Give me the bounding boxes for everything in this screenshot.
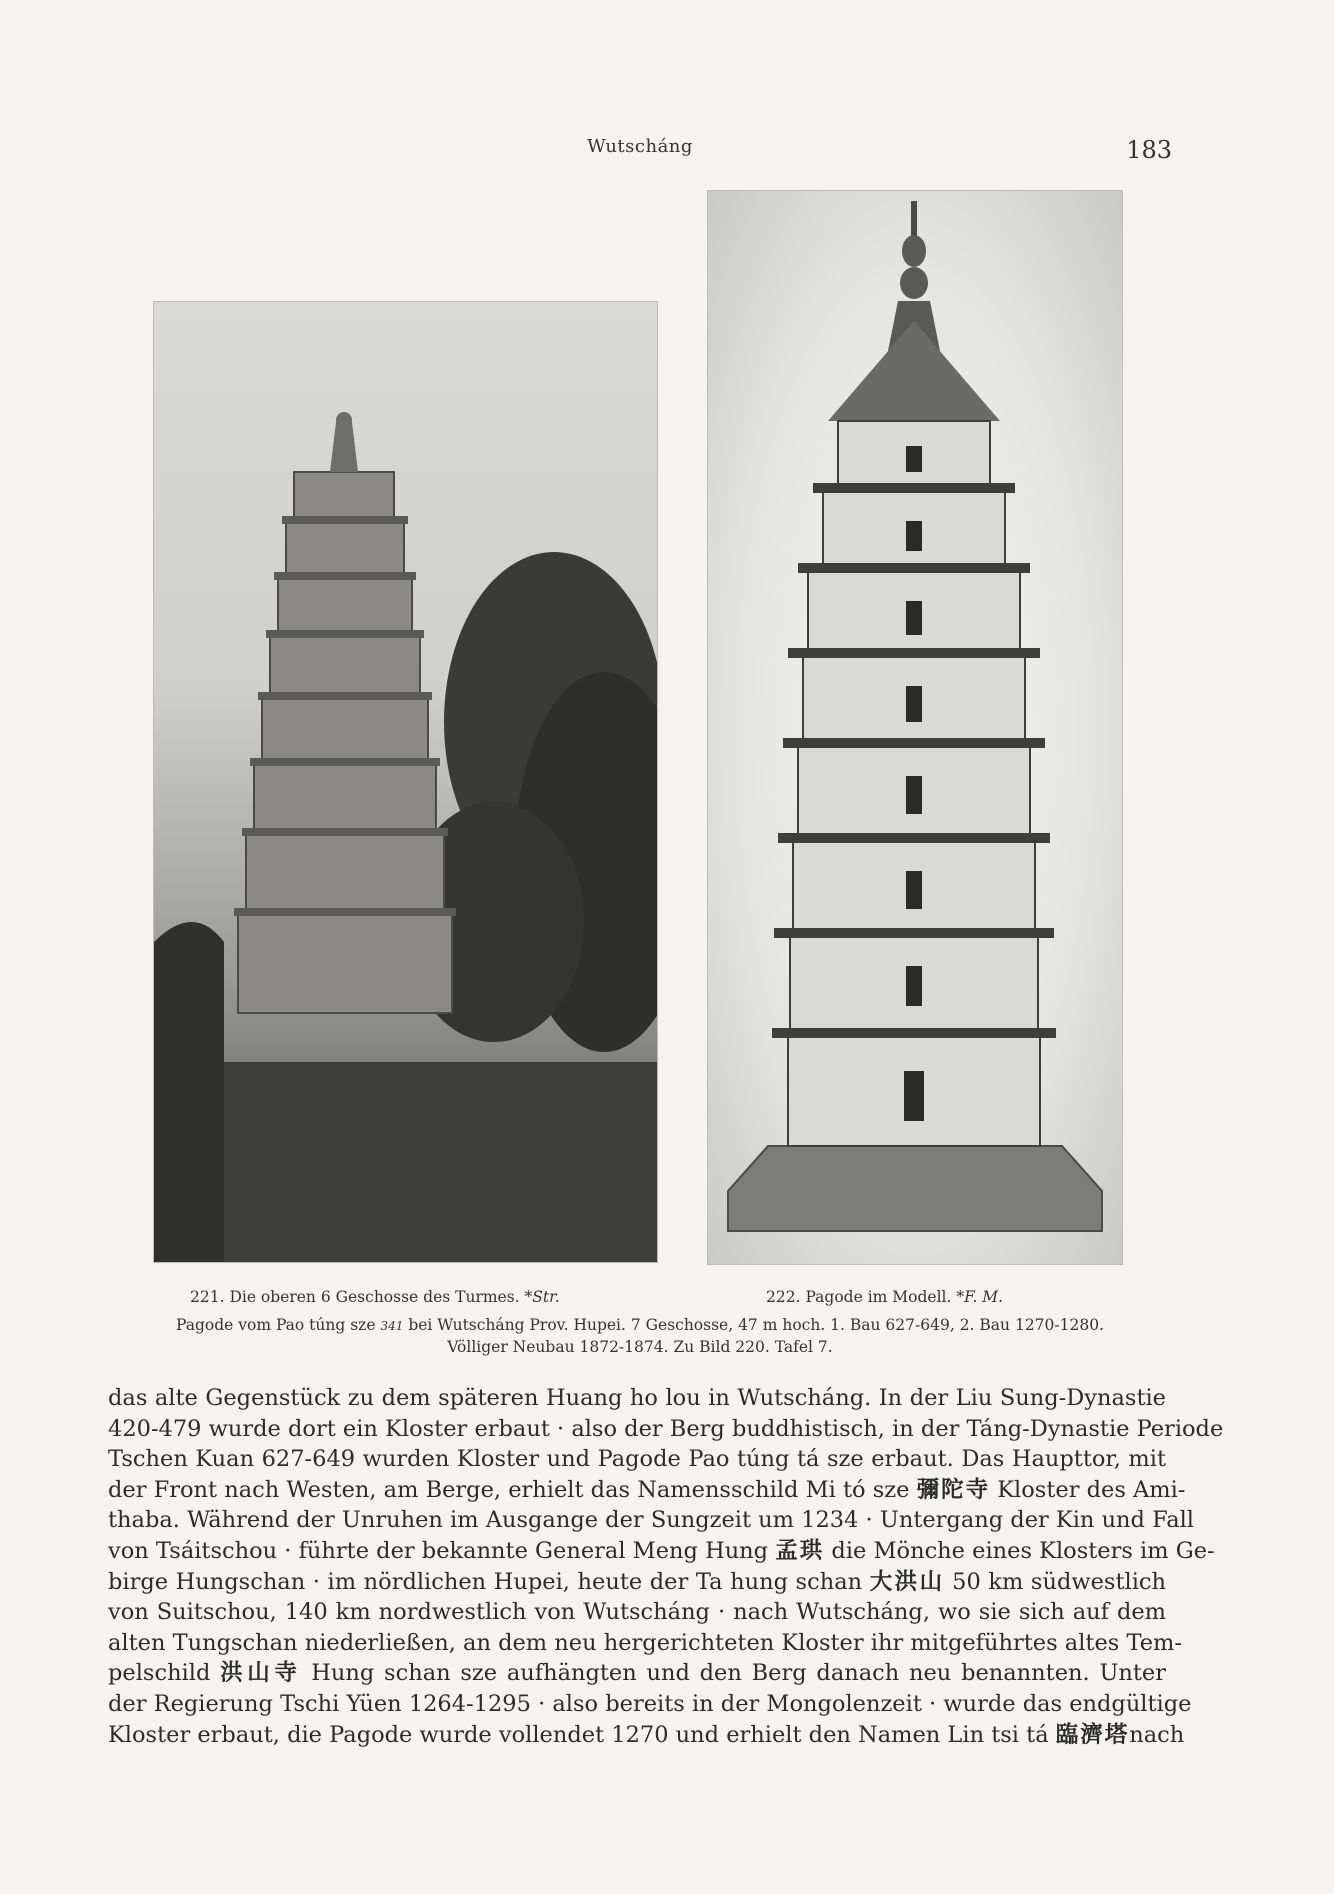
caption-figure-222: 222. Pagode im Modell. *F. M. — [766, 1288, 1004, 1306]
caption-figure-221: 221. Die oberen 6 Geschosse des Turmes. *Str. — [190, 1288, 560, 1306]
body-line: der Front nach Westen, am Berge, erhielt das Namensschild Mi tó sze 彌陀寺 Kloster des Ami- — [108, 1476, 1186, 1503]
body-line: Tschen Kuan 627-649 wurden Kloster und Pagode Pao túng tá sze erbaut. Das Haupttor, mit — [108, 1446, 1166, 1473]
caption-line-1: Pagode vom Pao túng sze 341 bei Wutscháng Prov. Hupei. 7 Geschosse, 47 m hoch. 1. Bau 627-649, 2. Bau 1270-1280. — [175, 1316, 1105, 1334]
body-line: das alte Gegenstück zu dem späteren Huang ho lou in Wutscháng. In der Liu Sung-Dynastie — [108, 1385, 1166, 1411]
body-line: Kloster erbaut, die Pagode wurde vollendet 1270 und erhielt den Namen Lin tsi tá 臨濟塔nach — [108, 1721, 1185, 1748]
body-line: von Tsáitschou · führte der bekannte General Meng Hung 孟珙 die Mönche eines Klosters im Ge- — [108, 1537, 1215, 1564]
body-text — [108, 1383, 1224, 1750]
body-line: birge Hungschan · im nördlichen Hupei, heute der Ta hung schan 大洪山 50 km südwestlich — [108, 1568, 1166, 1595]
running-head: Wutscháng — [587, 136, 693, 157]
pagoda-model-icon — [708, 191, 1122, 1264]
body-line: von Suitschou, 140 km nordwestlich von Wutscháng · nach Wutscháng, wo sie sich auf dem — [108, 1599, 1166, 1626]
body-line: thaba. Während der Unruhen im Ausgange der Sungzeit um 1234 · Untergang der Kin und Fall — [108, 1507, 1194, 1534]
page-number: 183 — [1126, 136, 1172, 164]
body-line: alten Tungschan niederließen, an dem neu hergerichteten Kloster ihr mitgeführtes altes Tem- — [108, 1629, 1182, 1656]
body-line: der Regierung Tschi Yüen 1264-1295 · also bereits in der Mongolenzeit · wurde das endgültige — [108, 1690, 1192, 1717]
pagoda-photo-icon — [154, 302, 657, 1262]
figure-221-photo — [153, 301, 658, 1263]
body-line: pelschild 洪山寺 Hung schan sze aufhängten und den Berg danach neu benannten. Unter — [108, 1660, 1167, 1687]
shared-caption — [100, 1315, 1180, 1358]
body-line: 420-479 wurde dort ein Kloster erbaut · also der Berg buddhistisch, in der Táng-Dynastie Periode — [108, 1415, 1224, 1442]
figure-222-photo — [707, 190, 1123, 1265]
caption-line-2: Völliger Neubau 1872-1874. Zu Bild 220. Tafel 7. — [447, 1338, 833, 1356]
